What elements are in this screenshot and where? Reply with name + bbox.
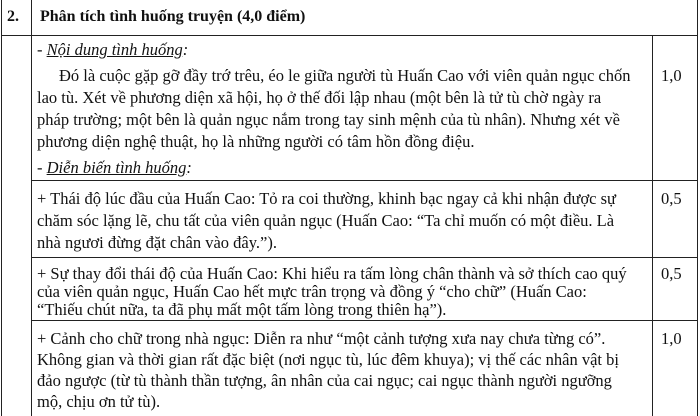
table-row-divider-3: [31, 320, 698, 321]
paragraph-line: phương diện nghệ thuật, họ là những người có tâm hồn đồng điệu.: [37, 132, 475, 151]
question-title: Phân tích tình huống truyện (4,0 điểm): [40, 8, 306, 25]
paragraph-line: chăm sóc lặng lẽ, chu tất của viên quản ngục (Huấn Cao: “Ta chỉ muốn có một điều. Là: [37, 211, 615, 230]
score-cell: 0,5: [661, 189, 682, 208]
table-border-right: [697, 0, 698, 416]
section-heading-content: [37, 39, 188, 60]
heading-prefix: -: [37, 40, 47, 59]
paragraph-line: nhà ngươi đừng đặt chân vào đây.”).: [37, 233, 277, 252]
heading-suffix: :: [182, 40, 189, 59]
score-cell: 1,0: [661, 329, 682, 348]
score-cell: 0,5: [661, 264, 682, 283]
table-row-divider-2: [31, 257, 698, 258]
heading-prefix: -: [37, 158, 47, 177]
paragraph-line: + Cảnh cho chữ trong nhà ngục: Diễn ra như “một cảnh tượng xưa nay chưa từng có”.: [37, 329, 606, 348]
table-row-divider-1: [31, 180, 698, 181]
paragraph-line: Không gian và thời gian rất đặc biệt (nơi ngục tù, lúc đêm khuya); vị thế các nhân vật bị: [37, 350, 619, 369]
paragraph-line: mộ, chịu ơn tử tù).: [37, 392, 161, 411]
paragraph-line: của viên quản ngục, Huấn Cao hết mực trân trọng và đồng ý “cho chữ” (Huấn Cao:: [37, 282, 587, 301]
heading-text: Nội dung tình huống: [46, 40, 183, 59]
heading-suffix: :: [186, 158, 192, 177]
paragraph-line: đảo ngược (từ tù thành thần tượng, ân nhân của cai ngục; cai ngục thành người ngưỡng: [37, 371, 612, 390]
question-number: 2.: [7, 8, 19, 25]
paragraph-line: Đó là cuộc gặp gỡ đầy trớ trêu, éo le giữa người tù Huấn Cao với viên quản ngục chốn: [59, 66, 631, 85]
paragraph-line: + Thái độ lúc đầu của Huấn Cao: Tỏ ra coi thường, khinh bạc ngay cả khi nhận được sự: [37, 189, 616, 208]
table-border-left: [1, 0, 2, 416]
paragraph-line: “Thiếu chút nữa, ta đã phụ mất một tấm lòng trong thiên hạ”).: [37, 300, 447, 319]
paragraph-line: pháp trường; một bên là quản ngục nắm trong tay sinh mệnh của tù nhân). Nhưng xét về: [37, 110, 620, 129]
score-cell: 1,0: [661, 66, 682, 85]
heading-text: Diễn biến tình huống: [46, 158, 187, 177]
section-heading-development: [37, 157, 192, 178]
table-border-col2: [652, 35, 653, 416]
table-row-divider-header: [1, 35, 698, 36]
table-border-col1: [31, 0, 32, 416]
paragraph-line: + Sự thay đổi thái độ của Huấn Cao: Khi hiểu ra tấm lòng chân thành và sở thích cao quý: [37, 264, 627, 283]
paragraph-line: lao tù. Xét về phương diện xã hội, họ ở thế đối lập nhau (một bên là tử tù chờ ngày ra: [37, 88, 602, 107]
